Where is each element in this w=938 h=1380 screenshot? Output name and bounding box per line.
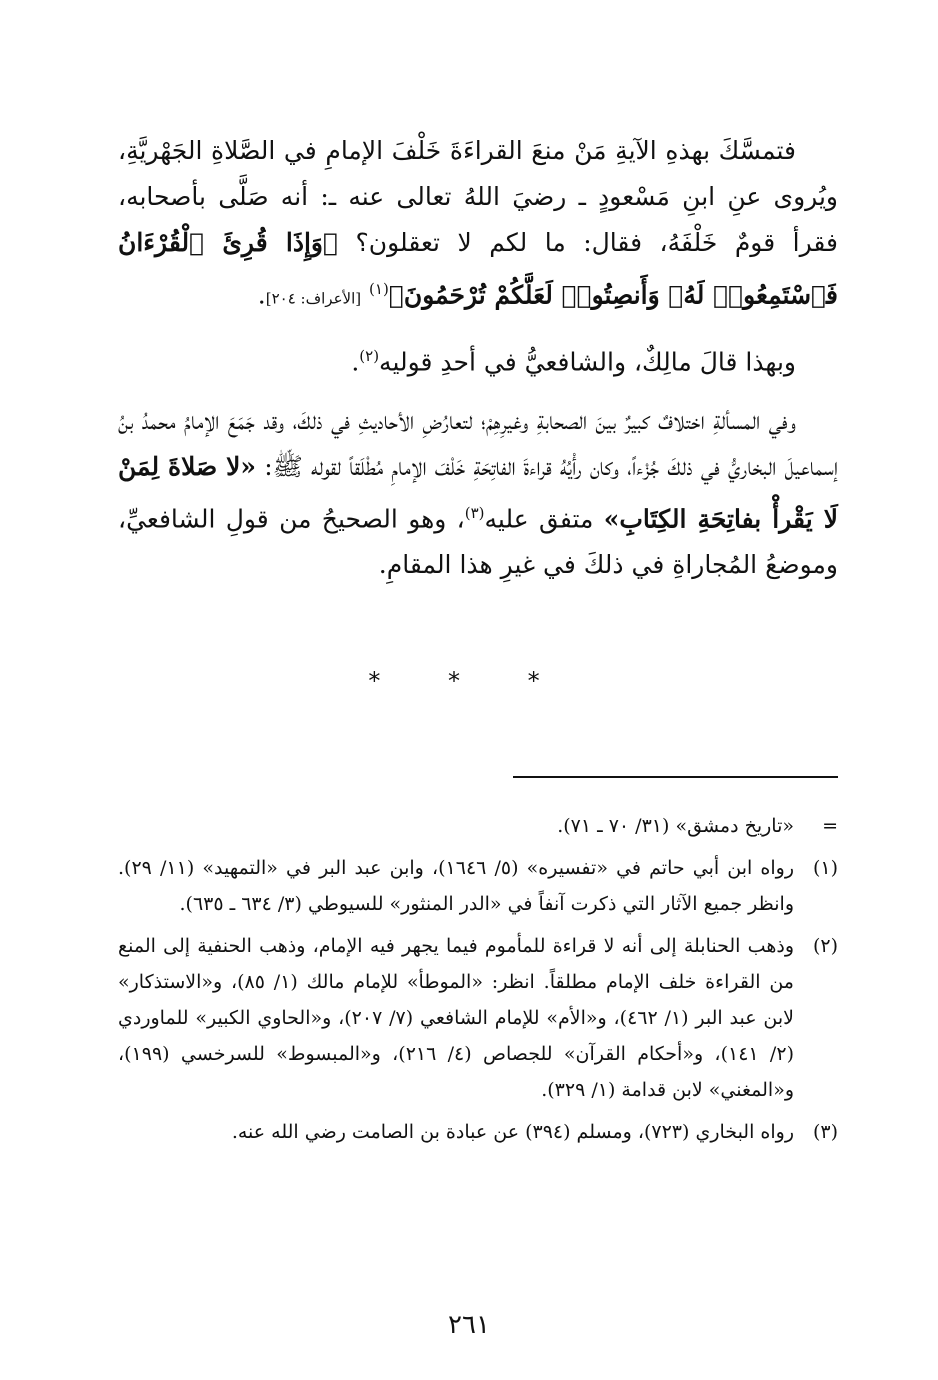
- page-number: ٢٦١: [448, 1310, 490, 1340]
- footnote-3: [118, 1114, 838, 1150]
- footnote-ref-1: (١): [369, 280, 389, 298]
- paragraph-2-text: وبهذا قالَ مالِكٌ، والشافعيُّ في أحدِ قوليه: [379, 347, 796, 377]
- paragraph-3-text-before: وفي المسألةِ اختلافٌ كبيرٌ بينَ الصحابةِ وغيرِهِمْ؛ لتعارُضِ الأحاديثِ في ذلكَ، وقد جَمَعَ الإمامُ محمدُ بنُ إسماعيلَ البخاريُّ في ذلكَ جُزْءاً، وكان رأْيُهُ قراءةَ الفاتِحَةِ خَلْفَ الإمامِ مُطْلَقاً لقوله ﷺ:: [118, 405, 839, 481]
- footnote-1: [118, 850, 838, 922]
- footnote-text: وذهب الحنابلة إلى أنه لا قراءة للمأموم فيما يجهر فيه الإمام، وذهب الحنفية إلى المنع من القراءة خلف الإمام مطلقاً. انظر: «الموطأ» للإمام مالك (١/ ٨٥)، و«الاستذكار» لابن عبد البر (١/ ٤٦٢)، و«الأم» للإمام الشافعي (٧/ ٢٠٧)، و«الحاوي الكبير» للماوردي (٢/ ١٤١)، و«أحكام القرآن» للجصاص (٤/ ٢١٦)، و«المبسوط» للسرخسي (١٩٩)، و«المغني» لابن قدامة (١/ ٣٢٩).: [118, 935, 794, 1101]
- footnote-number: (٣): [812, 1121, 838, 1143]
- footnote-divider: [513, 776, 838, 778]
- paragraph-2: [118, 333, 838, 385]
- quran-verse: ﴿وَإِذَا قُرِئَ ٱلْقُرْءَانُ فَٱسْتَمِعُوا۟ لَهُۥ وَأَنصِتُوا۟ لَعَلَّكُمْ تُرْحَمُونَ﴾: [118, 228, 838, 310]
- footnote-2: [118, 928, 838, 1108]
- footnote-text: رواه البخاري (٧٢٣)، ومسلم (٣٩٤) عن عبادة بن الصامت رضي الله عنه.: [231, 1121, 794, 1143]
- footnote-continuation: [118, 808, 838, 844]
- footnote-ref-2: (٢): [359, 347, 380, 366]
- hadith-quote: «لا صَلاةَ لِمَنْ لَا يَقْرأْ بفاتِحَةِ الكِتَابِ»: [118, 451, 838, 533]
- footnote-text: «تاريخ دمشق» (٣١/ ٧٠ ـ ٧١).: [557, 815, 794, 837]
- paragraph-2-end: .: [351, 347, 360, 377]
- paragraph-3-text-after: متفق عليه: [484, 503, 594, 533]
- paragraph-1: [118, 128, 838, 321]
- footnote-marker: =: [822, 815, 838, 837]
- footnote-text: رواه ابن أبي حاتم في «تفسيره» (٥/ ١٦٤٦)، وابن عبد البر في «التمهيد» (١١/ ٢٩). وانظر جميع الآثار التي ذكرت آنفاً في «الدر المنثور» للسيوطي (٣/ ٦٣٤ ـ ٦٣٥).: [118, 857, 795, 915]
- paragraph-3: [118, 398, 838, 588]
- footnote-ref-3: (٣): [464, 503, 485, 522]
- section-separator: * * *: [368, 667, 570, 695]
- footnotes: [118, 808, 838, 1156]
- footnote-number: (١): [812, 857, 838, 879]
- paragraph-3-text-end: ، وهو الصحيحُ من قولِ الشافعيِّ، وموضعُ المُجاراةِ في ذلكَ في غيرِ هذا المقامِ.: [118, 503, 838, 579]
- main-text: [118, 128, 838, 588]
- paragraph-1-text: فتمسَّكَ بهذهِ الآيةِ مَنْ منعَ القراءَةَ خَلْفَ الإمامِ في الصَّلاةِ الجَهْريَّةِ، ويُروى عنِ ابنِ مَسْعودٍ ـ رضيَ اللهُ تعالى عنه ـ: أنه صَلَّى بأصحابه، فقرأ قومٌ خَلْفَهُ، فقال: ما لكم لا تعقلون؟: [118, 136, 838, 257]
- verse-citation: [الأعراف: ٢٠٤]: [265, 289, 362, 308]
- footnote-number: (٢): [812, 935, 838, 957]
- paragraph-1-end: .: [257, 280, 266, 310]
